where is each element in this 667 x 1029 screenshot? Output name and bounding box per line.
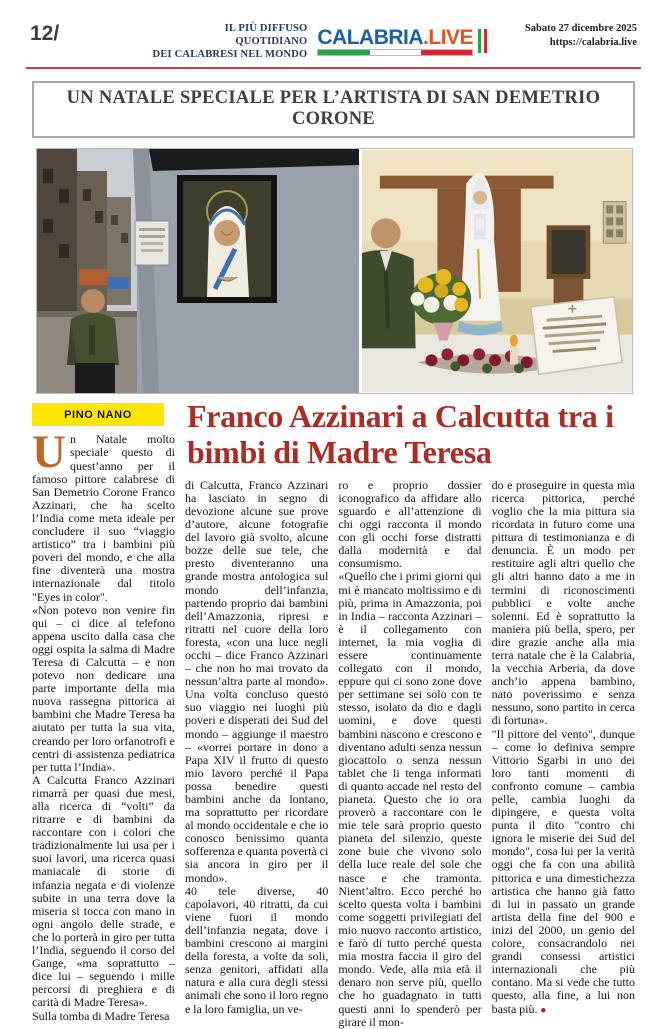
photo-strip bbox=[36, 148, 633, 394]
paragraph bbox=[185, 885, 328, 1016]
logo-text bbox=[317, 27, 473, 48]
paragraph bbox=[32, 426, 175, 604]
paragraph-text: do e proseguire in questa mia ricerca pittorica, perché voglio che la mia pittura sia ricordata in futuro come una pittura di testimonianza e di denuncia. È un modo per restituire agli altri quello che gli altri hanno dato a me in termini di riconoscimenti pubblici e volte anche solenni. Ed è soprattutto la maniera più bella, spero, per dire grazie anche alla mia terra natale che è la Calabria, la vecchia Arberia, da dove anch’io appena bambino, nato poverissimo e senza nessuno, sono partito in cerca di fortuna». bbox=[491, 477, 635, 728]
drop-cap: U bbox=[32, 426, 66, 479]
paragraph bbox=[338, 570, 481, 1028]
site-url[interactable]: https://calabria.live bbox=[549, 36, 638, 48]
logo-dot: . bbox=[423, 26, 429, 50]
paragraph-text: A Calcutta Franco Azzinari rimarrà per quasi due mesi, alla ricerca di “volti” da ritrarre e di bambini da raccontare con i colori che tradizionalmente lui usa per i suoi lavori, una ricerca quasi maniacale di storie di infanzia negata e di violenze subite in una terra dove la miseria si tocca con mano in ogni angolo delle strade, e che lo porterà in giro per tutta l’India, seguendo il corso del Gange, «ma soprattutto – dice lui – seguendo i mille percorsi di preghiera e di carità di Madre Teresa». bbox=[32, 772, 175, 1010]
paragraph-text: «Quello che i primi giorni qui mi è mancato moltissimo e di più, prima in Amazzonia, poi in India – racconta Azzinari – è il collegamento con internet, la mia voglia di essere continuamente collegato con il mondo, eppure qui ci sono zone dove per settimane sei solo con te stesso, isolato da dio e dagli uomini, e dove questi bambini nascono e crescono e diventano adulti senza nessun giocattolo o senza nessun tablet che li tenga informati di quanto accade nel resto del pianeta. Questo che io ora proverò a raccontare con le mie tele sarà proprio questo pianeta del silenzio, queste zone buie che vivono solo della luce reale del sole che nasce e che tramonta. Nient’altro. Ecco perché ho scelto questa volta i bambini come soggetti privilegiati del mio nuovo racconto artistico, e farò di tutto perché questa mia mostra faccia il giro del mondo. Vede, alla mia età il denaro non serve più, quello che ho guadagnato in tutti questi anni lo spenderò per girare il mon- bbox=[338, 569, 482, 1029]
tagline-line1: IL PIÙ DIFFUSO QUOTIDIANO bbox=[224, 23, 308, 48]
article-column-1 bbox=[32, 403, 175, 1028]
paragraph-text: «Non potevo non venire fin qui – ci dice al telefono appena uscito dalla casa che oggi ospita la salma di Madre Teresa di Calcutta – e non potevo non dedicare una parte importante della mia nuova rassegna pittorica ai bambini che Madre Teresa ha aiutato per tutta la sua vita, creando per loro orfanotrofi e centri di assistenza pediatrica per tutta l’India». bbox=[32, 602, 175, 774]
paragraph bbox=[492, 479, 635, 728]
italian-flag-ribbon-icon bbox=[478, 29, 487, 53]
author-kicker bbox=[32, 403, 164, 426]
paragraph bbox=[338, 479, 481, 571]
article-column-2 bbox=[185, 479, 328, 1029]
logo-calabria: CALABRIA bbox=[317, 26, 424, 50]
paragraph bbox=[185, 479, 328, 885]
date-block bbox=[487, 22, 637, 49]
paragraph-text: Sulla tomba di Madre Teresa bbox=[32, 1008, 170, 1023]
paragraph-text: n Natale molto speciale questo di quest’anno per il famoso pittore calabrese di San Demetrio Corone Franco Azzinari, che ha scelto l’India come meta ideale per concludere il suo “viaggio artistico” tra i bambini più poveri del mondo, e che alla fine diventerà una mostra internazionale dal titolo "Eyes in color". bbox=[32, 432, 175, 604]
masthead-tagline bbox=[150, 22, 307, 61]
page-number: 12/ bbox=[30, 22, 60, 45]
paragraph bbox=[32, 1010, 175, 1023]
banner-text: UN NATALE SPECIALE PER L’ARTISTA DI SAN DEMETRIO CORONE bbox=[66, 88, 601, 130]
masthead bbox=[0, 0, 667, 61]
paragraph-text: di Calcutta, Franco Azzinari ha lasciato in segno di devozione alcune sue prove d’autore, alcune fotografie del lavoro già svolto, alcune bozze delle sue tele, che presto diventeranno una grande mostra antologica sul mondo dell’infanzia, partendo proprio dai bambini dell’Amazzonia, ripresi e ritratti nel cuore della loro foresta, «con una luce negli occhi – dice Franco Azzinari – che non ho mai trovato da nessun’altra parte al mondo». Una volta concluso questo suo viaggio nei luoghi più poveri e disperati dei Sud del mondo – aggiunge il maestro – «vorrei portare in dono a Papa XIV il frutto di questo mio lavoro perché il Papa possa benedire questi bambini anche da lontano, ma soprattutto per ricordare al mondo occidentale e che io conosco benissimo quanta sofferenza e quanta povertà ci sia ancora in giro per il mondo». bbox=[185, 477, 329, 885]
paragraph bbox=[492, 728, 635, 1017]
article-headline: Franco Azzinari a Calcutta tra i bimbi di Madre Teresa bbox=[187, 398, 614, 470]
article-end-mark: ● bbox=[540, 1004, 547, 1016]
masthead-center bbox=[150, 22, 487, 61]
photo-alley-mother-teresa-portrait bbox=[37, 149, 359, 393]
author-name: PINO NANO bbox=[64, 409, 132, 422]
article-body bbox=[32, 398, 635, 1029]
calabria-live-logo bbox=[317, 27, 487, 56]
section-banner bbox=[32, 81, 635, 138]
article-column-3 bbox=[338, 479, 481, 1029]
paragraph bbox=[32, 774, 175, 1010]
article-column-4 bbox=[492, 479, 635, 1029]
italian-flag-bar bbox=[317, 49, 473, 56]
tagline-line2: DEI CALABRESI NEL MONDO bbox=[152, 49, 308, 61]
paragraph bbox=[32, 604, 175, 774]
photo-tomb-madonna-statue bbox=[362, 149, 632, 393]
article-columns-2-4 bbox=[185, 479, 635, 1029]
paragraph-text: "Il pittore del vento", dunque – come lo definiva sempre Vittorio Sgarbi in uno dei loro tanti momenti di confronto comune – cambia pelle, cambia luoghi da dipingere, e questa volta punta il dito "contro chi ignora le miserie dei Sud del mondo", cosa lui per la verità oggi che fa con una abilità pittorica e una dimestichezza artistica che hanno già fatto di lui in passato un grande artista della fine del 900 e inizi del 2000, un genio del colore, consacrandolo nei grandi consessi artistici internazionali che più contano. Ma si vede che tutto questo, alla fine, a lui non basta più. bbox=[491, 726, 635, 1016]
paragraph-text: ro e proprio dossier iconografico da affidare allo sguardo e all’attenzione di chi oggi racconta il mondo con gli occhi forse distratti dalla modernità e dal consumismo. bbox=[338, 477, 482, 571]
logo-live: LIVE bbox=[428, 26, 474, 50]
article-right-section bbox=[185, 398, 635, 1029]
header-divider bbox=[26, 67, 641, 69]
paragraph-text: 40 tele diverse, 40 capolavori, 40 ritratti, da cui viene fuori il mondo dell’infanzia negata, dove i bambini crescono ai margini della foresta, a volte da soli, senza genitori, affidati alla natura e alla cura degli stessi animali che sono il loro regno e la loro famiglia, un ve- bbox=[185, 883, 329, 1016]
issue-date: Sabato 27 dicembre 2025 bbox=[524, 23, 638, 34]
